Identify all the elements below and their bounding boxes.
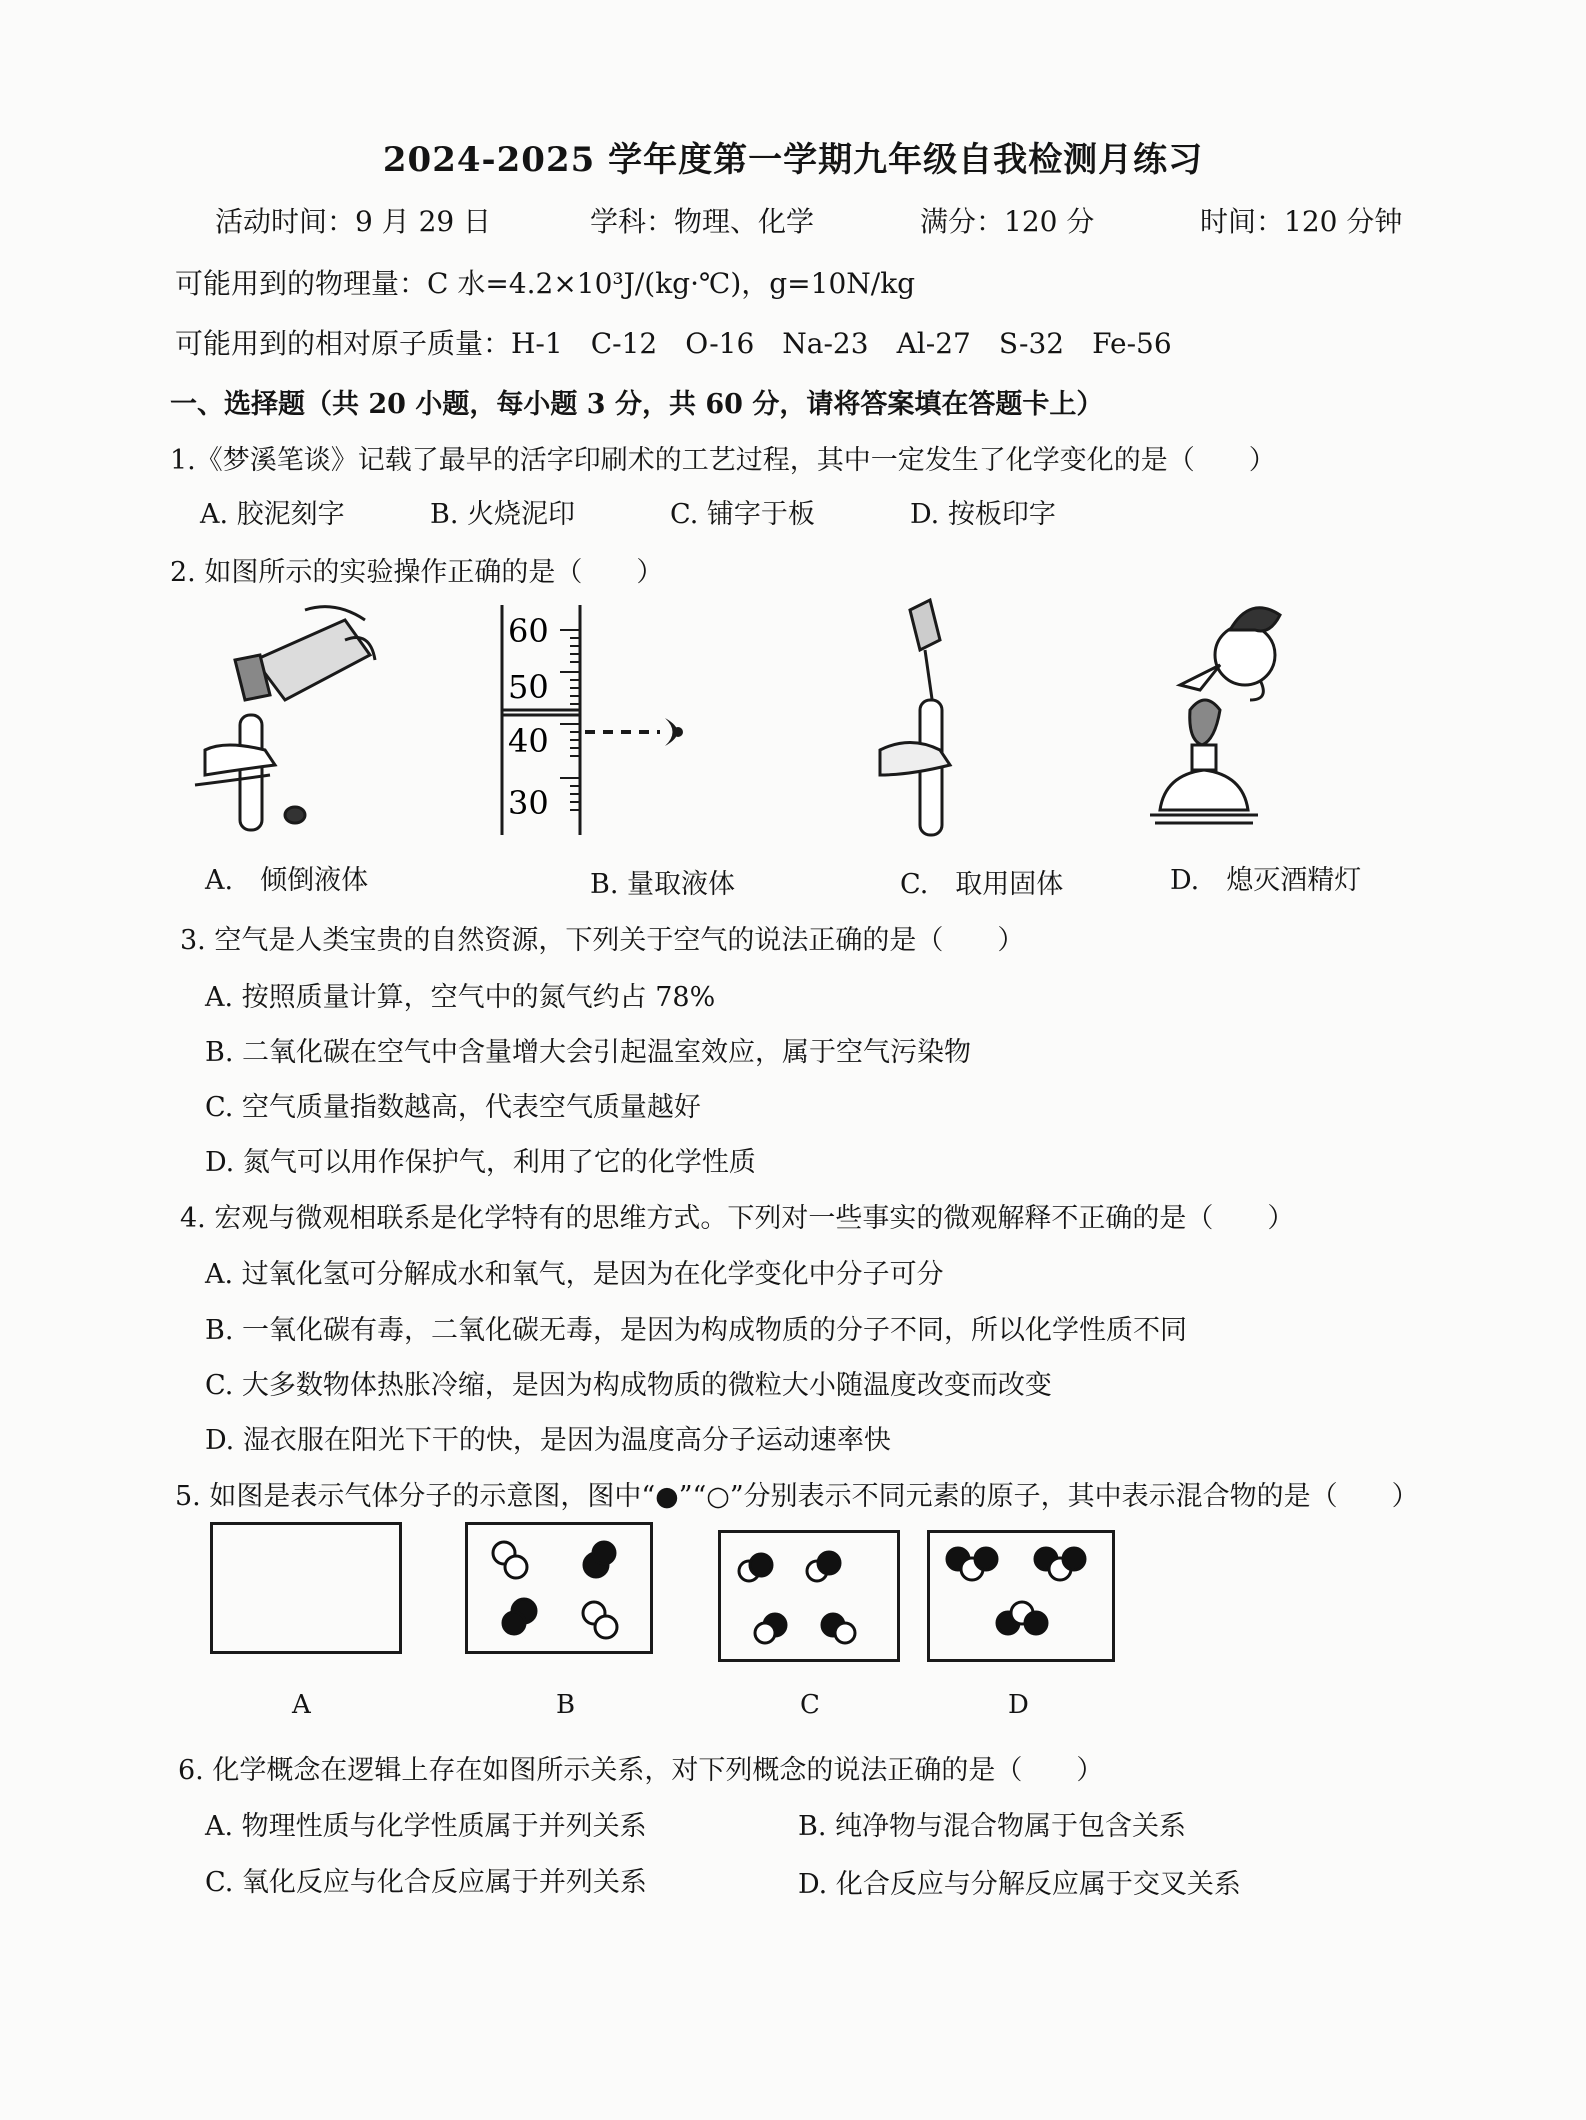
question-1-stem: 1.《梦溪笔谈》记载了最早的活字印刷术的工艺过程，其中一定发生了化学变化的是（ ） xyxy=(170,445,1276,476)
molecule-box-c xyxy=(718,1530,900,1662)
q1-option-b: B. 火烧泥印 xyxy=(430,499,576,530)
page-title: 2024-2025 学年度第一学期九年级自我检测月练习 xyxy=(382,140,1204,180)
q4-option-d: D. 湿衣服在阳光下干的快，是因为温度高分子运动速率快 xyxy=(205,1425,891,1456)
atomic-mass-list: 可能用到的相对原子质量：H-1 C-12 O-16 Na-23 Al-27 S-32 Fe-56 xyxy=(175,327,1172,360)
activity-time: 活动时间：9 月 29 日 xyxy=(215,205,492,238)
tick-40: 40 xyxy=(508,722,549,760)
box-label-b: B xyxy=(556,1690,576,1720)
tick-60: 60 xyxy=(508,612,549,650)
molecule-box-b xyxy=(465,1522,653,1654)
q4-option-b: B. 一氧化碳有毒，二氧化碳无毒，是因为构成物质的分子不同，所以化学性质不同 xyxy=(205,1315,1188,1346)
question-6-stem: 6. 化学概念在逻辑上存在如图所示关系，对下列概念的说法正确的是（ ） xyxy=(178,1755,1104,1786)
question-2-stem: 2. 如图所示的实验操作正确的是（ ） xyxy=(170,557,664,588)
pour-liquid-figure xyxy=(195,600,385,840)
q6-option-c: C. 氧化反应与化合反应属于并列关系 xyxy=(205,1867,647,1898)
molecules-b xyxy=(468,1525,650,1651)
box-label-a: A xyxy=(292,1690,311,1720)
take-solid-figure xyxy=(880,600,990,840)
q3-option-c: C. 空气质量指数越高，代表空气质量越好 xyxy=(205,1092,701,1123)
question-5-stem: 5. 如图是表示气体分子的示意图，图中“●”“○”分别表示不同元素的原子，其中表示混合物的是（ ） xyxy=(175,1481,1419,1512)
q4-option-a: A. 过氧化氢可分解成水和氧气，是因为在化学变化中分子可分 xyxy=(205,1259,944,1290)
q2-option-d: D. 熄灭酒精灯 xyxy=(1170,865,1362,896)
q6-option-b: B. 纯净物与混合物属于包含关系 xyxy=(798,1811,1187,1842)
duration: 时间：120 分钟 xyxy=(1200,205,1403,238)
q1-option-a: A. 胶泥刻字 xyxy=(200,499,345,530)
section-heading: 一、选择题（共 20 小题，每小题 3 分，共 60 分，请将答案填在答题卡上） xyxy=(170,389,1104,420)
molecule-box-d xyxy=(927,1530,1115,1662)
q6-option-a: A. 物理性质与化学性质属于并列关系 xyxy=(205,1811,647,1842)
question-4-stem: 4. 宏观与微观相联系是化学特有的思维方式。下列对一些事实的微观解释不正确的是（ ） xyxy=(180,1203,1295,1234)
q2-option-b: B. 量取液体 xyxy=(590,869,736,900)
q1-option-c: C. 铺字于板 xyxy=(670,499,815,530)
molecules-d xyxy=(930,1533,1112,1659)
full-score: 满分：120 分 xyxy=(920,205,1095,238)
graduated-cylinder-figure xyxy=(490,600,750,840)
tick-50: 50 xyxy=(508,668,549,706)
alcohol-lamp-figure xyxy=(1140,595,1300,840)
q2-option-c: C. 取用固体 xyxy=(900,869,1064,900)
q3-option-d: D. 氮气可以用作保护气，利用了它的化学性质 xyxy=(205,1147,756,1178)
physics-constants: 可能用到的物理量：C 水=4.2×10³J/(kg·℃)，g=10N/kg xyxy=(175,267,916,300)
q1-option-d: D. 按板印字 xyxy=(910,499,1056,530)
q3-option-b: B. 二氧化碳在空气中含量增大会引起温室效应，属于空气污染物 xyxy=(205,1037,972,1068)
q2-option-a: A. 倾倒液体 xyxy=(205,865,369,896)
subject: 学科：物理、化学 xyxy=(590,205,815,238)
q4-option-c: C. 大多数物体热胀冷缩，是因为构成物质的微粒大小随温度改变而改变 xyxy=(205,1370,1052,1401)
question-3-stem: 3. 空气是人类宝贵的自然资源，下列关于空气的说法正确的是（ ） xyxy=(180,925,1025,956)
q6-option-d: D. 化合反应与分解反应属于交叉关系 xyxy=(798,1869,1241,1900)
box-label-d: D xyxy=(1008,1690,1029,1720)
q3-option-a: A. 按照质量计算，空气中的氮气约占 78% xyxy=(205,982,716,1013)
tick-30: 30 xyxy=(508,784,549,822)
molecule-box-a xyxy=(210,1522,402,1654)
box-label-c: C xyxy=(800,1690,820,1720)
molecules-c xyxy=(721,1533,897,1659)
